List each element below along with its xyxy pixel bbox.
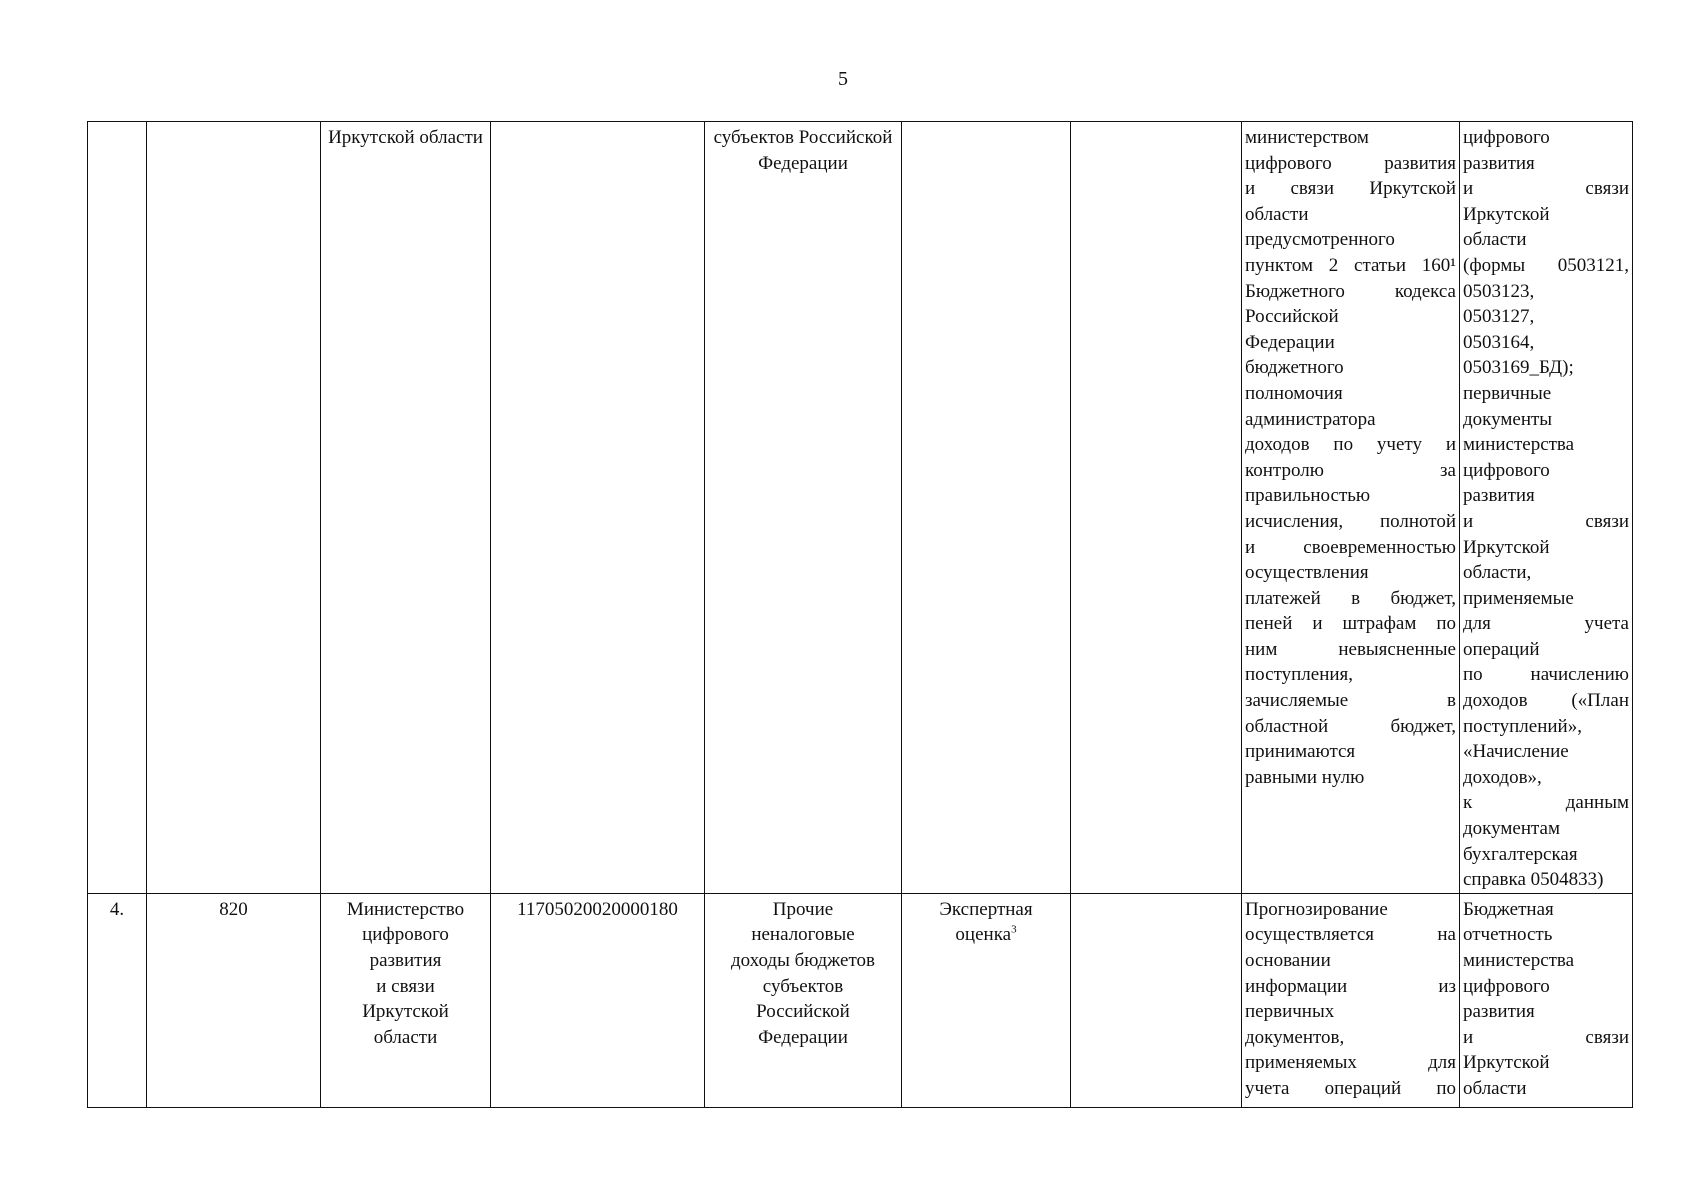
text-line: «Начисление: [1463, 741, 1569, 763]
text-line: для учета: [1463, 613, 1629, 635]
text-line: доходов («План: [1463, 690, 1629, 712]
text-line: по начислению: [1463, 664, 1629, 686]
text-line: развития: [1463, 152, 1535, 174]
text-line: Иркутской: [1463, 203, 1550, 225]
text-line: Иркутской: [1463, 536, 1550, 558]
cell-source: [1460, 122, 1633, 894]
cell-col7: [1071, 893, 1242, 1107]
text-line: зачисляемые в: [1245, 690, 1456, 712]
text-line: администратора: [1245, 408, 1376, 430]
text-line: и связи Иркутской: [1245, 178, 1456, 200]
text-line: и связи: [1463, 178, 1629, 200]
cell-admin-code: [147, 122, 321, 894]
text-line: осуществления: [1245, 562, 1369, 584]
text-line: развития: [1463, 1001, 1535, 1023]
footnote-mark: 3: [1011, 924, 1017, 937]
table-row: [88, 122, 1633, 894]
text-line: операций: [1463, 638, 1540, 660]
text-line: первичных: [1245, 1001, 1335, 1023]
cell-administrator: Иркутской области: [321, 122, 491, 894]
text-line: 0503127,: [1463, 306, 1535, 328]
cell-income-name: субъектов Российской Федерации: [705, 122, 902, 894]
text-line: документам: [1463, 818, 1560, 840]
text-line: Министерство: [346, 898, 465, 920]
text-line: исчисления, полнотой: [1245, 510, 1456, 532]
text-line: Российской: [1245, 306, 1339, 328]
cell-method: [902, 122, 1071, 894]
text-line: учета операций по: [1245, 1077, 1456, 1099]
cell-method: [902, 893, 1071, 1107]
text-line: (формы 0503121,: [1463, 254, 1629, 276]
text-line: Бюджетного кодекса: [1245, 280, 1456, 302]
text-line: области: [373, 1026, 438, 1048]
page-number: 5: [838, 68, 848, 90]
text-line: доходы бюджетов: [730, 950, 875, 971]
method-line: Экспертная: [939, 898, 1033, 920]
text-line: доходов по учету и: [1245, 434, 1456, 456]
text-line: и связи: [1463, 1026, 1629, 1048]
text-line: информации из: [1245, 975, 1456, 997]
text-line: области: [1463, 229, 1527, 251]
data-table: [87, 121, 1633, 1108]
text-line: министерства: [1463, 950, 1575, 971]
text-line: основании: [1245, 950, 1331, 971]
cell-col7: [1071, 122, 1242, 894]
text-line: и своевременностью: [1245, 536, 1456, 558]
text-line: областной бюджет,: [1245, 715, 1456, 737]
text-line: бухгалтерская: [1463, 843, 1578, 865]
text-line: осуществляется на: [1245, 924, 1456, 946]
text-line: бюджетного: [1245, 357, 1344, 379]
table-row: [88, 893, 1633, 1107]
text-line: цифрового: [1463, 975, 1550, 997]
text-line: справка 0504833): [1463, 869, 1604, 891]
text-line: и связи: [1463, 510, 1629, 532]
cell-administrator: [321, 893, 491, 1107]
cell-algorithm: [1242, 893, 1460, 1107]
text-line: неналоговые: [751, 924, 855, 946]
method-line: оценка: [955, 924, 1012, 946]
text-line: Иркутской: [1463, 1052, 1550, 1074]
text-line: 0503164,: [1463, 331, 1535, 353]
text-line: пеней и штрафам по: [1245, 613, 1456, 635]
cell-admin-code: 820: [147, 893, 321, 1107]
cell-kbk: [491, 122, 705, 894]
text-line: полномочия: [1245, 382, 1343, 404]
text-line: Прогнозирование: [1245, 898, 1388, 920]
text-line: развития: [1463, 485, 1535, 507]
text-line: цифрового: [1463, 459, 1550, 481]
text-line: развития: [369, 950, 442, 971]
text-line: министерством: [1245, 127, 1369, 148]
text-line: Федерации: [1245, 331, 1335, 353]
cell-number: 4.: [88, 893, 147, 1107]
text-line: цифрового: [362, 924, 449, 946]
text-line: поступления,: [1245, 664, 1354, 686]
text-line: 0503169_БД);: [1463, 357, 1574, 379]
text-line: области: [1463, 1077, 1527, 1099]
text-line: документы: [1463, 408, 1553, 430]
text-line: принимаются: [1245, 741, 1356, 763]
text-line: Российской: [756, 1001, 850, 1023]
text-line: первичные: [1463, 382, 1552, 404]
text-line: ним невыясненные: [1245, 638, 1456, 660]
cell-number: [88, 122, 147, 894]
text-line: равными нулю: [1245, 766, 1365, 788]
text-line: предусмотренного: [1245, 229, 1395, 251]
text-line: Бюджетная: [1463, 898, 1554, 920]
text-line: применяемые: [1463, 587, 1574, 609]
text-line: Федерации: [758, 1026, 848, 1048]
text-line: документов,: [1245, 1026, 1345, 1048]
text-line: контролю за: [1245, 459, 1456, 481]
text-line: платежей в бюджет,: [1245, 587, 1456, 609]
text-line: доходов»,: [1463, 766, 1542, 788]
text-line: области: [1245, 203, 1309, 225]
text-line: 0503123,: [1463, 280, 1535, 302]
cell-income-name: [705, 893, 902, 1107]
text-line: Прочие: [772, 898, 834, 920]
text-line: отчетность: [1463, 924, 1553, 946]
text-line: и связи: [376, 975, 435, 997]
text-line: поступлений»,: [1463, 715, 1582, 737]
text-line: цифрового: [1463, 127, 1550, 148]
text-line: к данным: [1463, 792, 1629, 814]
cell-source: [1460, 893, 1633, 1107]
cell-algorithm: [1242, 122, 1460, 894]
text-line: министерства: [1463, 434, 1575, 456]
text-line: субъектов: [762, 975, 844, 997]
text-line: применяемых для: [1245, 1052, 1456, 1074]
text-line: Иркутской: [362, 1001, 449, 1023]
text-line: пунктом 2 статьи 160¹: [1245, 254, 1456, 276]
text-line: правильностью: [1245, 485, 1371, 507]
cell-kbk: 11705020020000180: [491, 893, 705, 1107]
text-line: цифрового развития: [1245, 152, 1456, 174]
text-line: области,: [1463, 562, 1532, 584]
